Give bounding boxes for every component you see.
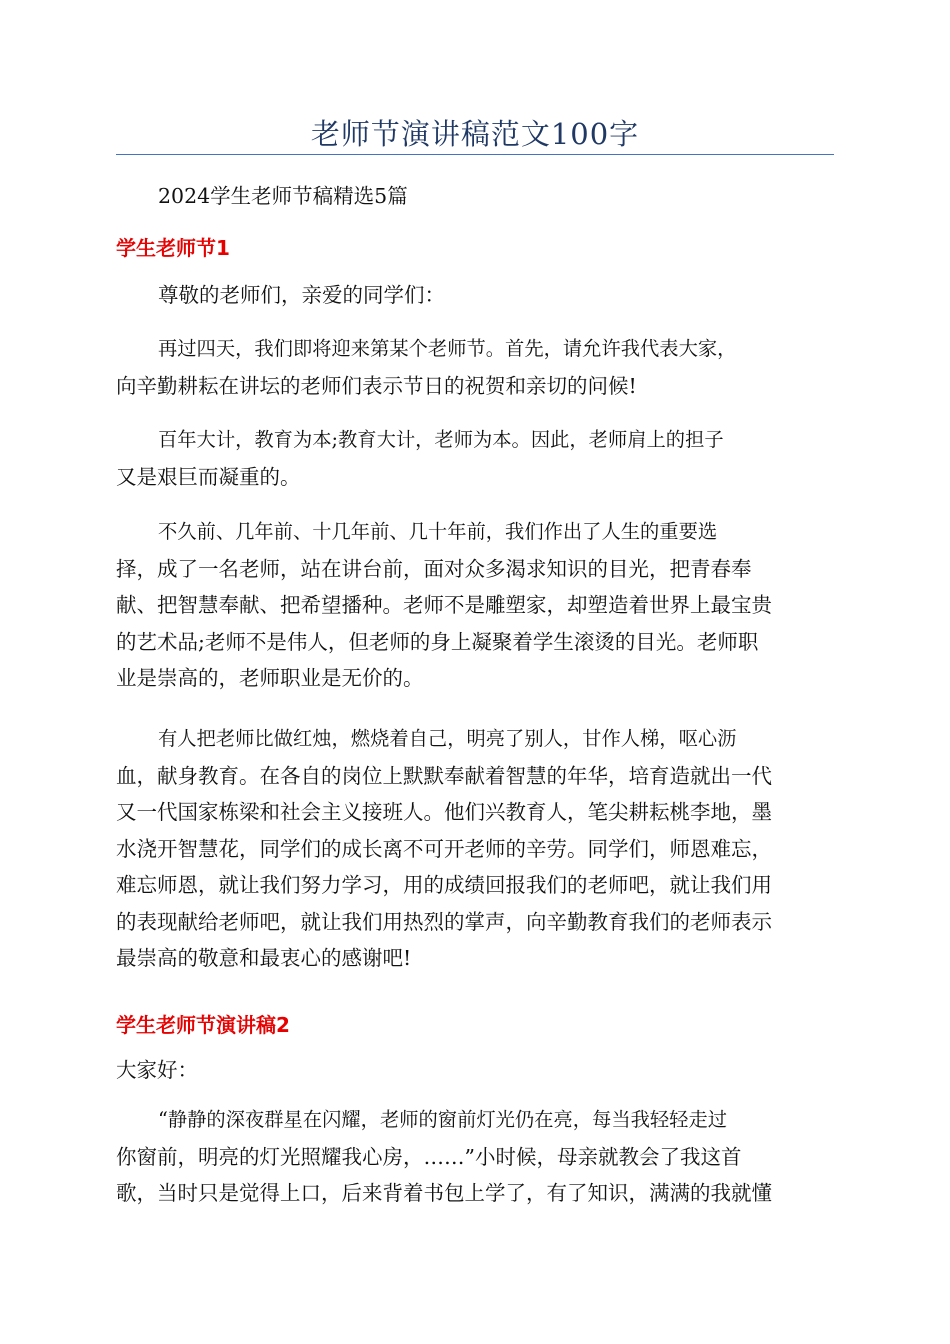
- text-line: 有人把老师比做红烛，燃烧着自己，明亮了别人，甘作人梯，呕心沥: [158, 727, 737, 750]
- paragraph: [116, 514, 834, 697]
- paragraph: [116, 331, 834, 404]
- text-line: 你窗前，明亮的灯光照耀我心房，……”小时候，母亲就教会了我这首: [116, 1144, 742, 1169]
- text-line: 血，献身教育。在各自的岗位上默默奉献着智慧的年华，培育造就出一代: [116, 763, 772, 788]
- text-line: 又一代国家栋梁和社会主义接班人。他们兴教育人，笔尖耕耘桃李地，墨: [116, 800, 772, 824]
- text-line: 业是崇高的，老师职业是无价的。: [116, 666, 424, 690]
- text-line: 的表现献给老师吧，就让我们用热烈的掌声，向辛勤教育我们的老师表示: [116, 909, 772, 934]
- text-line: 择，成了一名老师，站在讲台前，面对众多渴求知识的目光，把青春奉: [116, 556, 752, 581]
- text-line: 歌，当时只是觉得上口，后来背着书包上学了，有了知识，满满的我就懂: [116, 1181, 772, 1205]
- text-line: 献、把智慧奉献、把希望播种。老师不是雕塑家，却塑造着世界上最宝贵: [116, 593, 772, 617]
- text-line: 又是艰巨而凝重的。: [116, 464, 301, 489]
- paragraph: [116, 721, 834, 977]
- text-line: 不久前、几年前、十几年前、几十年前，我们作出了人生的重要选: [158, 520, 718, 543]
- text-line: 百年大计，教育为本;教育大计，老师为本。因此，老师肩上的担子: [158, 428, 724, 451]
- text-line: 大家好：: [116, 1058, 198, 1082]
- text-line: 向辛勤耕耘在讲坛的老师们表示节日的祝贺和亲切的问候!: [116, 373, 637, 398]
- title-underline: [116, 154, 834, 155]
- text-line: 再过四天，我们即将迎来第某个老师节。首先，请允许我代表大家，: [158, 337, 737, 360]
- text-line: 的艺术品;老师不是伟人，但老师的身上凝聚着学生滚烫的目光。老师职: [116, 629, 759, 654]
- text-line: 难忘师恩，就让我们努力学习，用的成绩回报我们的老师吧，就让我们用: [116, 873, 772, 897]
- paragraph: [116, 1102, 834, 1212]
- document-title: 老师节演讲稿范文100字: [310, 117, 640, 151]
- text-line: “静静的深夜群星在闪耀，老师的窗前灯光仍在亮，每当我轻轻走过: [158, 1108, 728, 1131]
- text-line: 最崇高的敬意和最衷心的感谢吧!: [116, 946, 412, 970]
- text-line: 水浇开智慧花，同学们的成长离不可开老师的辛劳。同学们，师恩难忘，: [116, 836, 772, 861]
- intro-line: [116, 178, 834, 215]
- paragraph: [116, 422, 834, 495]
- text-line: 尊敬的老师们，亲爱的同学们：: [158, 283, 445, 307]
- paragraph: [116, 1052, 834, 1089]
- section-heading-2: 学生老师节演讲稿2: [116, 1013, 290, 1037]
- text-line: 2024学生老师节稿精选5篇: [158, 184, 408, 208]
- paragraph: [116, 277, 834, 314]
- section-heading-1: 学生老师节1: [116, 236, 230, 260]
